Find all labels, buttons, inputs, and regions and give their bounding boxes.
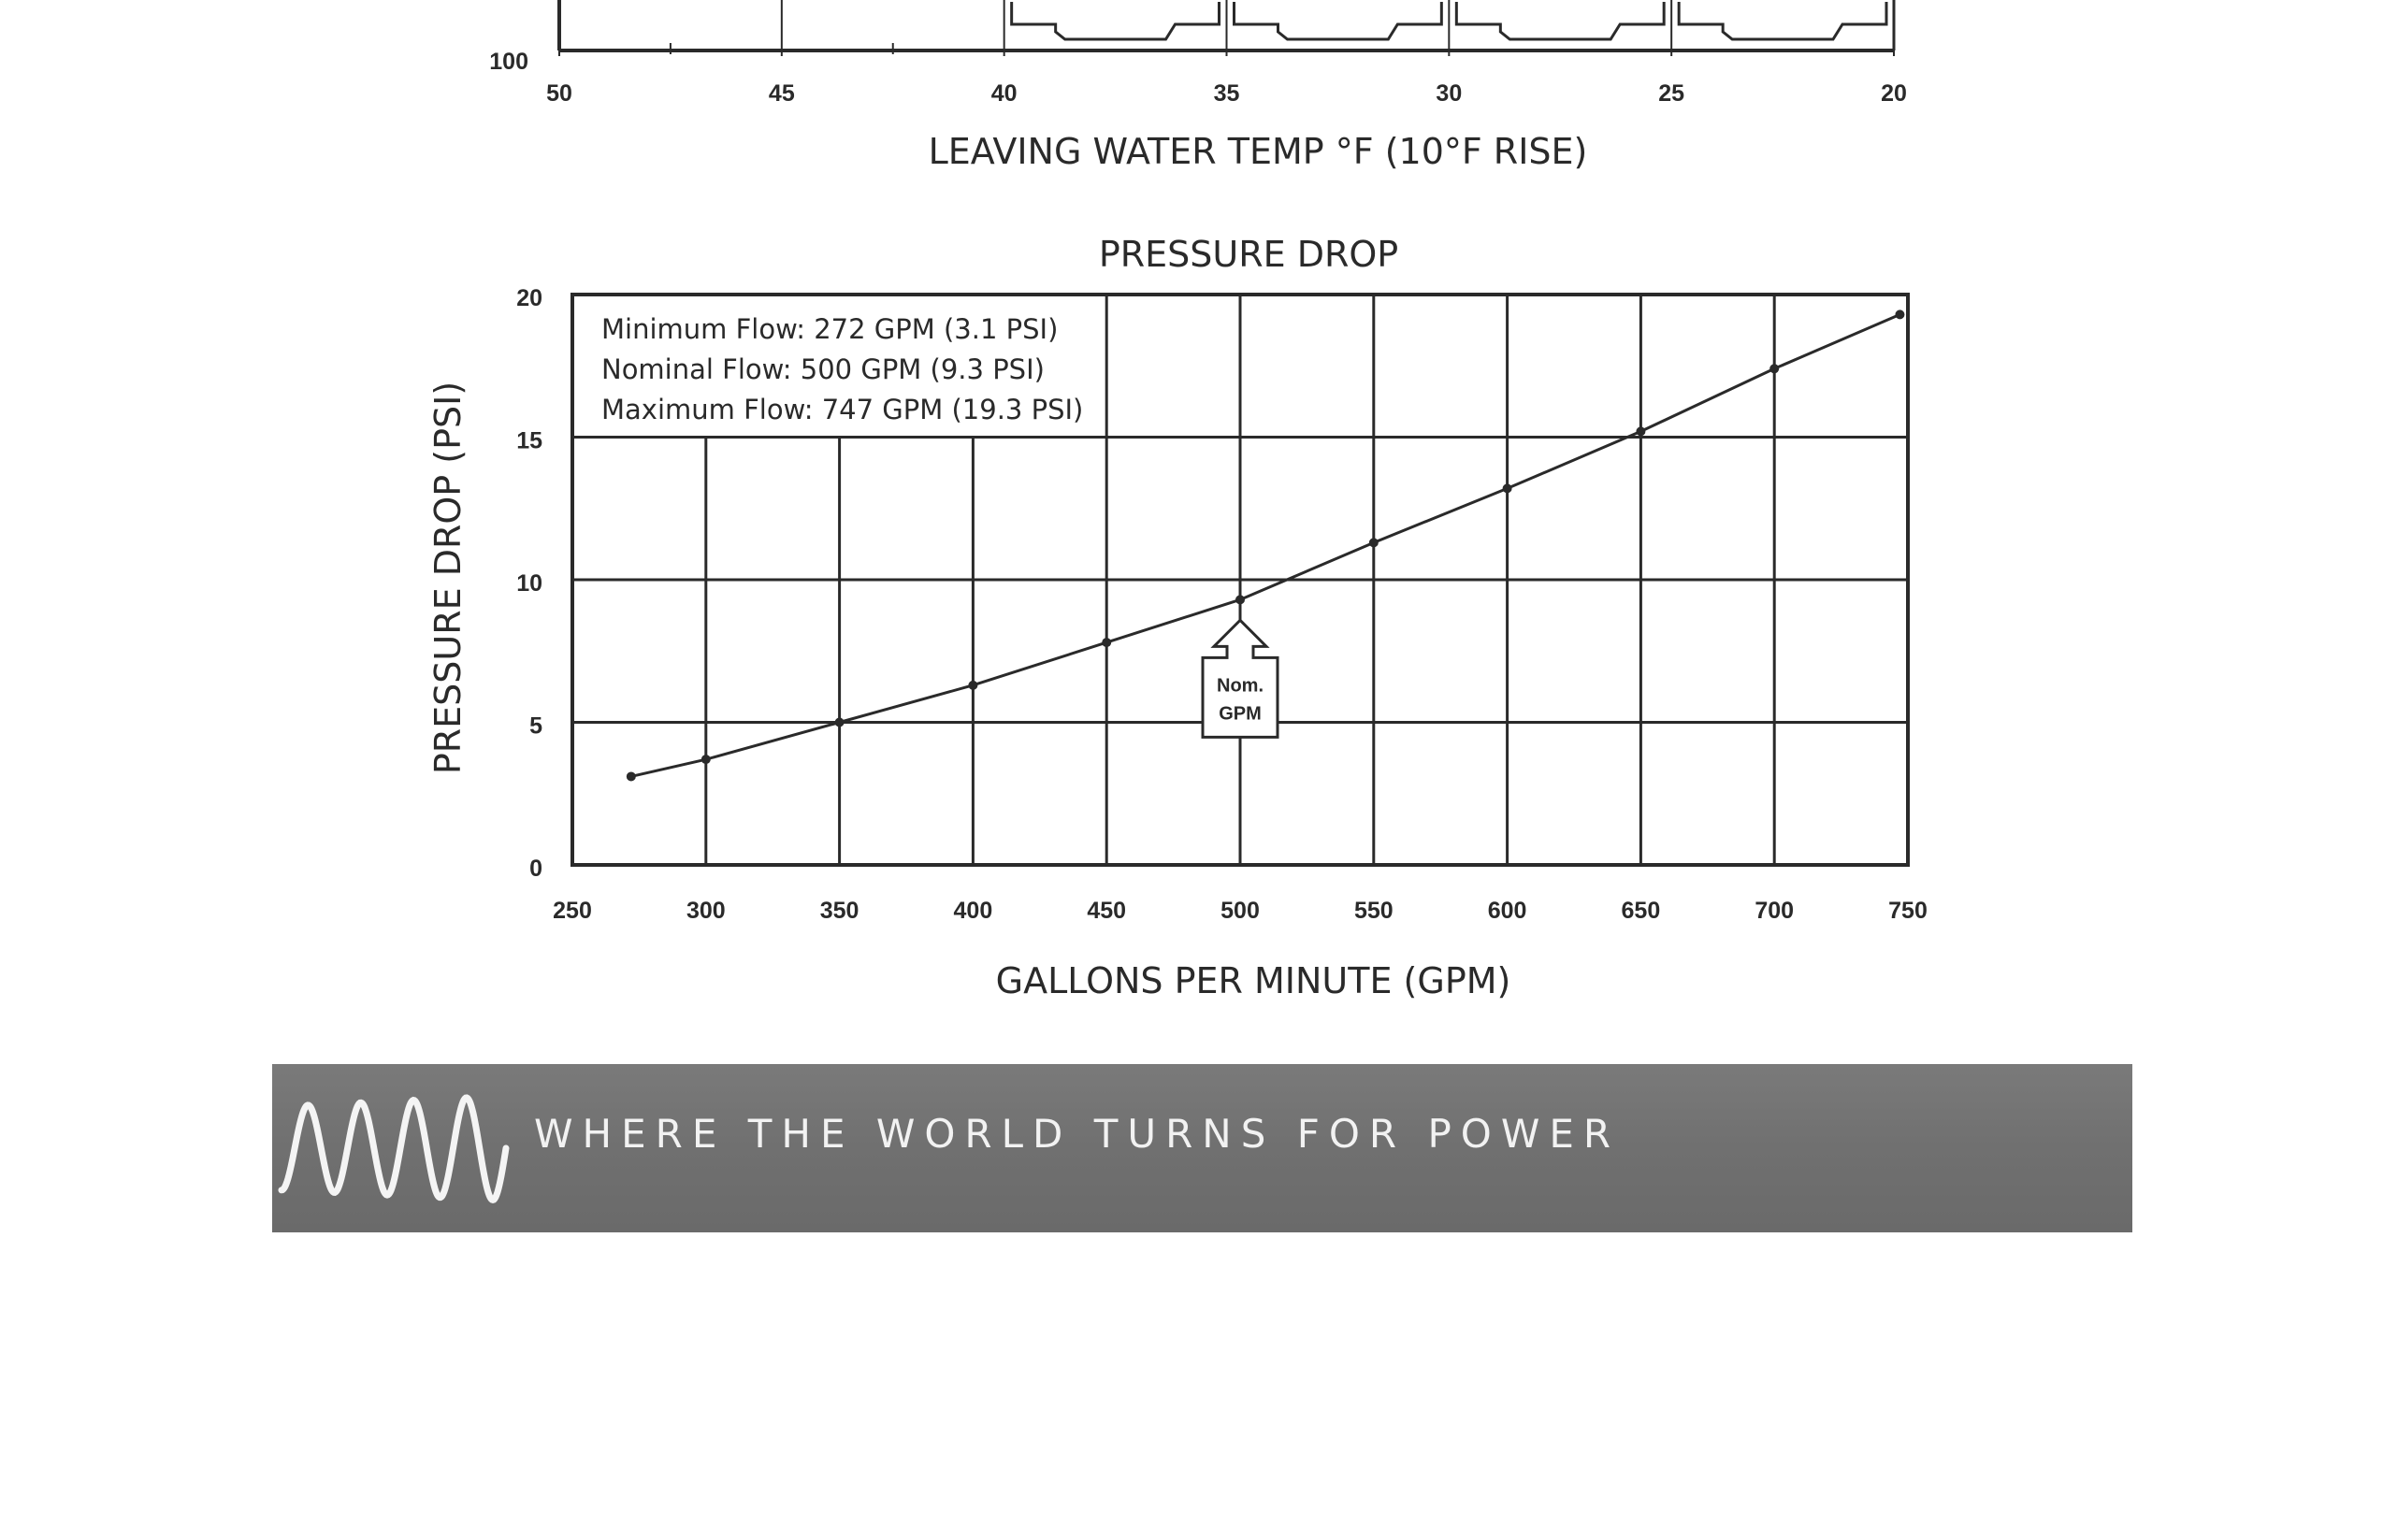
temperature-trace-segment — [1679, 2, 1886, 39]
temperature-x-tick-label: 25 — [1658, 80, 1685, 107]
temperature-chart-ticks — [489, 49, 1907, 107]
temperature-x-tick-label: 40 — [990, 80, 1018, 107]
pressure-drop-x-tick-label: 750 — [1888, 898, 1928, 924]
pressure-drop-y-tick-label: 20 — [516, 285, 542, 311]
pressure-drop-x-tick-label: 650 — [1621, 898, 1661, 924]
sine-wave-logo-icon — [276, 1083, 519, 1214]
nominal-gpm-label-line1: Nom. — [1217, 675, 1264, 697]
pressure-drop-y-tick-label: 10 — [516, 570, 542, 597]
pressure-drop-point — [1636, 426, 1645, 436]
pressure-drop-x-tick-label: 600 — [1487, 898, 1527, 924]
pressure-drop-point — [627, 771, 636, 781]
pressure-drop-point — [1769, 364, 1779, 373]
pressure-drop-point — [1235, 595, 1245, 604]
temperature-chart-frame — [559, 0, 1894, 56]
minimum-flow-note: Minimum Flow: 272 GPM (3.1 PSI) — [601, 313, 1059, 345]
temperature-y-tick-label: 100 — [489, 49, 528, 75]
pressure-drop-point — [701, 755, 711, 764]
pressure-drop-point — [1369, 538, 1379, 547]
temperature-trace-segment — [1456, 2, 1664, 39]
temperature-x-tick-label: 35 — [1213, 80, 1240, 107]
pressure-drop-point — [968, 681, 977, 690]
temperature-x-tick-label: 30 — [1436, 80, 1463, 107]
pressure-drop-chart — [427, 234, 1928, 1001]
pressure-drop-x-tick-label: 500 — [1220, 898, 1260, 924]
pressure-drop-y-axis-label: PRESSURE DROP (PSI) — [427, 381, 469, 775]
temperature-chart — [489, 0, 1907, 172]
temperature-trace-segment — [1012, 2, 1220, 39]
pressure-drop-x-axis-label: GALLONS PER MINUTE (GPM) — [995, 960, 1511, 1001]
temperature-chart-x-axis-label: LEAVING WATER TEMP °F (10°F RISE) — [928, 131, 1588, 172]
pressure-drop-point — [1895, 309, 1904, 319]
pressure-drop-y-tick-label: 0 — [529, 856, 542, 882]
nominal-gpm-label-line2: GPM — [1219, 703, 1262, 725]
temperature-x-tick-label: 50 — [546, 80, 572, 107]
pressure-drop-x-tick-label: 400 — [953, 898, 993, 924]
temperature-x-tick-label: 20 — [1881, 80, 1907, 107]
pressure-drop-y-tick-label: 15 — [516, 427, 542, 454]
banner-slogan: WHERE THE WORLD TURNS FOR POWER — [534, 1111, 1621, 1157]
footer-banner — [272, 1064, 2132, 1232]
pressure-drop-chart-title: PRESSURE DROP — [1098, 234, 1399, 275]
pressure-drop-x-tick-label: 700 — [1755, 898, 1795, 924]
pressure-drop-point — [835, 718, 845, 727]
pressure-drop-point — [1503, 483, 1512, 493]
temperature-x-tick-label: 45 — [768, 80, 795, 107]
nominal-flow-note: Nominal Flow: 500 GPM (9.3 PSI) — [601, 353, 1045, 385]
pressure-drop-y-tick-label: 5 — [529, 712, 542, 740]
temperature-trace-segment — [1235, 2, 1442, 39]
pressure-drop-x-tick-label: 300 — [686, 898, 726, 924]
pressure-drop-notes — [601, 313, 1083, 425]
pressure-drop-x-tick-label: 250 — [553, 898, 592, 924]
pressure-drop-point — [1102, 638, 1111, 647]
pressure-drop-x-tick-label: 550 — [1353, 898, 1394, 924]
pressure-drop-x-tick-label: 350 — [819, 898, 859, 924]
maximum-flow-note: Maximum Flow: 747 GPM (19.3 PSI) — [601, 394, 1084, 425]
pressure-drop-x-tick-label: 450 — [1087, 898, 1127, 924]
